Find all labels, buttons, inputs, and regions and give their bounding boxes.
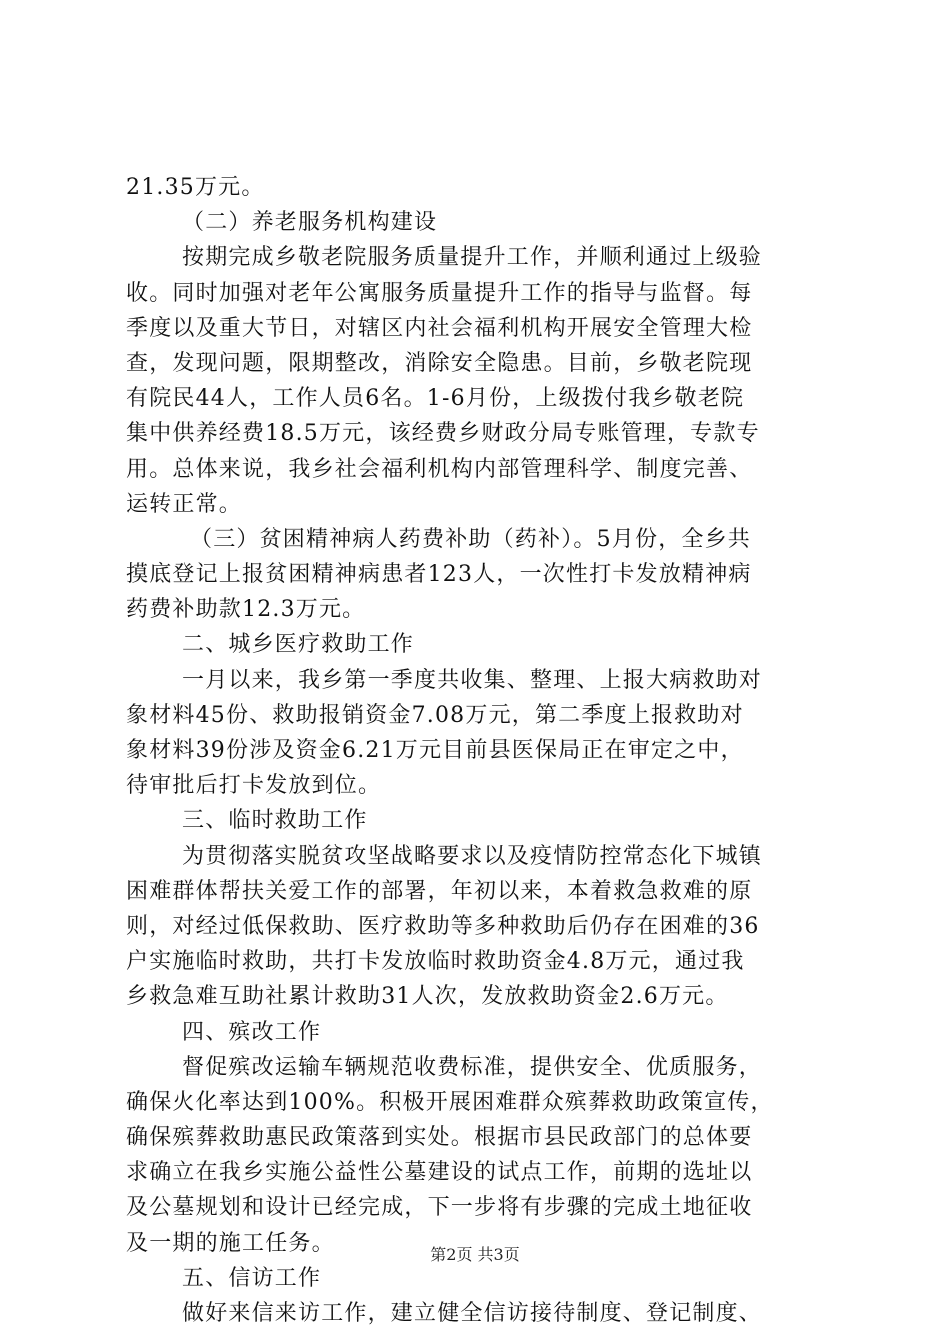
text-line: 季度以及重大节日，对辖区内社会福利机构开展安全管理大检 (126, 315, 753, 341)
text-line: 则，对经过低保救助、医疗救助等多种救助后仍存在困难的36 (126, 913, 760, 939)
text-line: 乡救急难互助社累计救助31人次，发放救助资金2.6万元。 (126, 984, 729, 1010)
text-line: 象材料45份、救助报销资金7.08万元，第二季度上报救助对 (126, 702, 744, 728)
text-line: 一月以来，我乡第一季度共收集、整理、上报大病救助对 (182, 667, 763, 693)
text-line: 四、殡改工作 (182, 1019, 322, 1045)
text-line: 待审批后打卡发放到位。 (126, 773, 382, 799)
text-line: 户实施临时救助，共打卡发放临时救助资金4.8万元，通过我 (126, 949, 745, 975)
text-line: 及公墓规划和设计已经完成，下一步将有步骤的完成土地征收 (126, 1195, 753, 1221)
text-line: 确保殡葬救助惠民政策落到实处。根据市县民政部门的总体要 (126, 1125, 753, 1151)
text-line: 集中供养经费18.5万元，该经费乡财政分局专账管理，专款专 (126, 421, 760, 447)
text-line: 运转正常。 (126, 491, 243, 517)
text-line: 摸底登记上报贫困精神病患者123人，一次性打卡发放精神病 (126, 562, 752, 588)
text-line: 21.35万元。 (126, 175, 265, 200)
text-line: （二）养老服务机构建设 (182, 210, 438, 236)
page-footer: 第2页 共3页 (430, 1245, 520, 1264)
text-line: 药费补助款12.3万元。 (126, 597, 366, 623)
text-line: （三）贫困精神病人药费补助（药补）。5月份，全乡共 (190, 526, 751, 552)
text-line: 按期完成乡敬老院服务质量提升工作，并顺利通过上级验 (182, 245, 763, 271)
text-line: 用。总体来说，我乡社会福利机构内部管理科学、制度完善、 (126, 456, 753, 482)
text-line: 有院民44人，工作人员6名。1-6月份，上级拨付我乡敬老院 (126, 386, 745, 412)
text-line: 查，发现问题，限期整改，消除安全隐患。目前，乡敬老院现 (126, 350, 753, 376)
text-line: 求确立在我乡实施公益性公墓建设的试点工作，前期的选址以 (126, 1160, 753, 1186)
text-line: 确保火化率达到100%。积极开展困难群众殡葬救助政策宣传， (126, 1089, 774, 1115)
text-line: 督促殡改运输车辆规范收费标准，提供安全、优质服务， (182, 1054, 763, 1080)
text-line: 为贯彻落实脱贫攻坚战略要求以及疫情防控常态化下城镇 (182, 843, 763, 869)
text-line: 做好来信来访工作，建立健全信访接待制度、登记制度、 (182, 1301, 763, 1326)
text-line: 二、城乡医疗救助工作 (182, 632, 415, 658)
text-line: 五、信访工作 (182, 1265, 322, 1291)
text-line: 收。同时加强对老年公寓服务质量提升工作的指导与监督。每 (126, 280, 753, 306)
text-line: 困难群体帮扶关爱工作的部署，年初以来，本着救急救难的原 (126, 878, 753, 904)
text-line: 及一期的施工任务。 (126, 1230, 335, 1256)
text-line: 象材料39份涉及资金6.21万元目前县医保局正在审定之中， (126, 738, 744, 763)
document-body (126, 170, 826, 1331)
text-line: 三、临时救助工作 (182, 808, 368, 834)
